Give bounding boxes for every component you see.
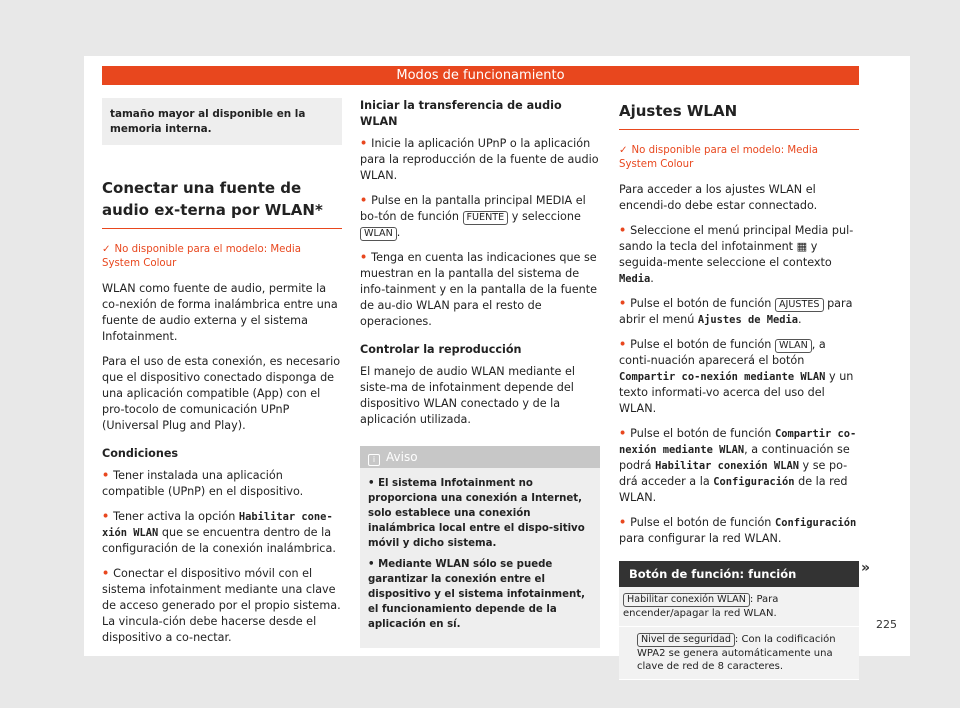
table-row: Habilitar conexión WLAN : Para encender/apagar la red WLAN. xyxy=(619,587,859,627)
check-icon: ✓ xyxy=(102,244,111,255)
list-item: • Pulse en la pantalla principal MEDIA el bo-tón de función FUENTE y seleccione WLAN . xyxy=(360,194,586,239)
section-title-wlan-settings: Ajustes WLAN xyxy=(619,100,859,130)
availability-note: ✓ No disponible para el modelo: Media System Colour xyxy=(619,145,818,170)
control-title: Controlar la reproducción xyxy=(360,343,522,356)
availability-note: ✓ No disponible para el modelo: Media System Colour xyxy=(102,244,301,269)
start-transfer-title: Iniciar la transferencia de audio WLAN xyxy=(360,99,562,128)
paragraph: WLAN como fuente de audio, permite la co-nexión de forma inalámbrica entre una fuente de audio externa y el sistema Infotainment. xyxy=(102,282,338,343)
aviso-body xyxy=(360,468,600,648)
page-number: 225 xyxy=(876,618,897,631)
list-item: • Tener instalada una aplicación compatible (UPnP) en el dispositivo. xyxy=(102,469,304,498)
wlan-key: WLAN xyxy=(775,339,812,353)
list-item: • Pulse el botón de función AJUSTES para abrir el menú Ajustes de Media. xyxy=(619,297,853,326)
continue-marker: » xyxy=(861,560,871,576)
list-item: • Pulse el botón de función Configuración para configurar la red WLAN. xyxy=(619,516,857,545)
note-box: tamaño mayor al disponible en la memoria interna. xyxy=(102,98,342,145)
menu-grid-icon: ▦ xyxy=(796,240,808,253)
table-header: Botón de función: función xyxy=(619,561,859,587)
table-row: Nivel de seguridad : Con la codificación WPA2 se genera automáticamente una clave de red de 8 caracteres. xyxy=(619,627,859,680)
aviso-header: i Aviso xyxy=(360,446,600,468)
function-table xyxy=(619,561,859,680)
paragraph: Para acceder a los ajustes WLAN el encendi-do debe estar connectado. xyxy=(619,183,818,212)
list-item: • Seleccione el menú principal Media pul-sando la tecla del infotainment ▦ y seguida-mente seleccione el contexto Media. xyxy=(619,224,854,285)
list-item: • El sistema Infotainment no proporciona una conexión a Internet, solo establece una conexión inalámbrica local entre el dispo-sitivo móvil y dicho sistema. xyxy=(368,478,585,549)
check-icon: ✓ xyxy=(619,145,628,156)
list-item: • Pulse el botón de función Compartir co-nexión mediante WLAN, a continuación se podrá Habilitar conexión WLAN y se po-drá acceder a la Configuración de la red WLAN. xyxy=(619,427,857,504)
column-1 xyxy=(102,98,342,655)
paragraph: Para el uso de esta conexión, es necesario que el dispositivo conectado disponga de una aplicación compatible (App) con el pro-tocolo de comunicación UPnP (Universal Plug and Play). xyxy=(102,355,341,432)
column-3 xyxy=(619,98,859,680)
paragraph: El manejo de audio WLAN mediante el siste-ma de infotainment depende del dispositivo WLAN conectado y de la aplicación utilizada. xyxy=(360,365,575,426)
list-item: • Pulse el botón de función WLAN , a conti-nuación aparecerá el botón Compartir co-nexión mediante WLAN y un texto informati-vo acerca del uso del WLAN. xyxy=(619,338,854,415)
ajustes-key: AJUSTES xyxy=(775,298,824,312)
list-item: • Inicie la aplicación UPnP o la aplicación para la reproducción de la fuente de audio WLAN. xyxy=(360,137,599,182)
wlan-key: WLAN xyxy=(360,227,397,241)
fuente-key: FUENTE xyxy=(463,211,509,225)
section-title-wlan-source: Conectar una fuente de audio ex-terna por WLAN* xyxy=(102,177,342,229)
list-item: • Conectar el dispositivo móvil con el sistema infotainment mediante una clave de acceso generado por el propio sistema. La vincula-ción debe hacerse desde el dispositivo a co-nectar. xyxy=(102,567,341,644)
list-item: • Mediante WLAN sólo se puede garantizar la conexión entre el dispositivo y el sistema infotainment, el funcionamiento depende de la aplicación en sí. xyxy=(368,559,585,630)
page-header: Modos de funcionamiento xyxy=(102,66,859,85)
conditions-title: Condiciones xyxy=(102,447,179,460)
list-item: • Tener activa la opción Habilitar cone-xión WLAN que se encuentra dentro de la configuración de la conexión inalámbrica. xyxy=(102,510,336,555)
list-item: • Tenga en cuenta las indicaciones que se muestran en la pantalla del sistema de info-tainment y en la pantalla de la fuente de au-dio WLAN para el resto de operaciones. xyxy=(360,251,597,328)
info-icon: i xyxy=(368,454,380,466)
column-2 xyxy=(360,98,600,648)
aviso-box xyxy=(360,446,600,648)
